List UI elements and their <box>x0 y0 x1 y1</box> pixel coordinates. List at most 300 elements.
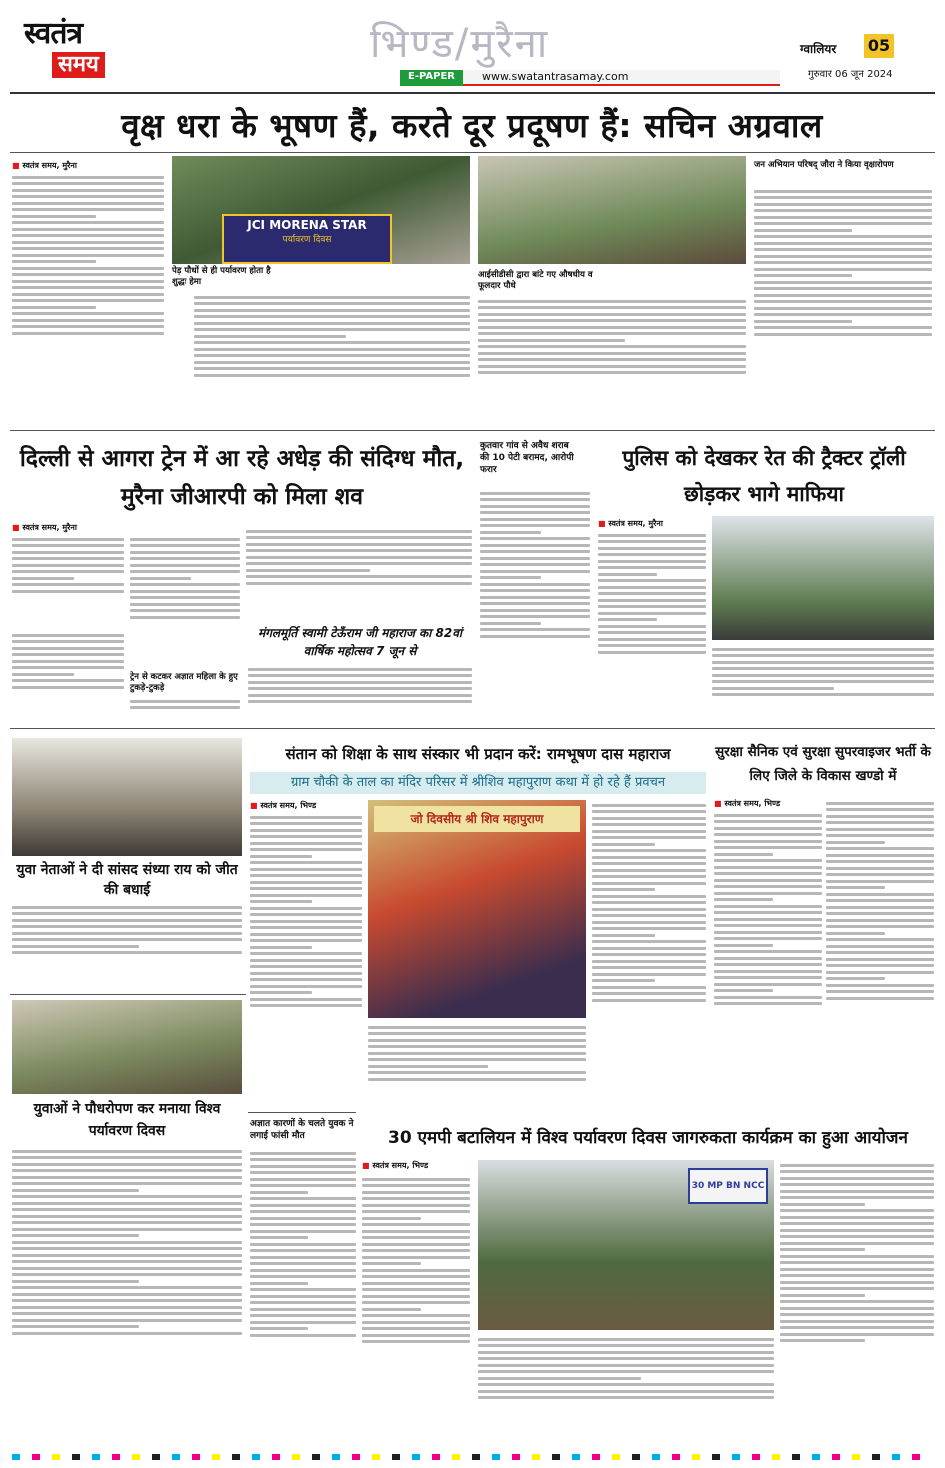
text-line <box>12 254 164 257</box>
text-line <box>250 965 362 968</box>
text-line <box>478 371 746 374</box>
text-line <box>598 638 706 641</box>
text-line <box>12 1189 139 1192</box>
text-line <box>592 901 706 904</box>
text-line <box>826 867 934 870</box>
text-block <box>250 1152 356 1337</box>
text-line <box>250 1210 356 1213</box>
text-line <box>368 1078 586 1081</box>
text-line <box>712 667 934 670</box>
color-swatch <box>232 1454 240 1460</box>
color-swatch <box>592 1454 600 1460</box>
text-line <box>250 881 362 884</box>
color-swatch <box>772 1454 780 1460</box>
text-line <box>362 1243 470 1246</box>
color-swatch <box>752 1454 760 1460</box>
text-line <box>598 625 706 628</box>
color-swatch <box>572 1454 580 1460</box>
color-swatch <box>132 1454 140 1460</box>
poster-title: जो दिवसीय श्री शिव महापुराण <box>374 806 580 832</box>
text-line <box>12 1234 139 1237</box>
text-line <box>826 906 934 909</box>
text-block <box>592 804 706 1002</box>
story6-photo <box>12 738 242 856</box>
lead-photo-1 <box>172 156 470 264</box>
text-line <box>592 992 706 995</box>
text-line <box>826 945 934 948</box>
text-line <box>250 1223 356 1226</box>
text-block <box>598 534 706 654</box>
text-line <box>780 1196 934 1199</box>
text-line <box>592 862 706 865</box>
text-line <box>598 644 706 647</box>
text-line <box>754 287 932 290</box>
color-swatch <box>152 1454 160 1460</box>
text-line <box>826 997 934 1000</box>
story7-text-col1 <box>250 812 362 1118</box>
text-line <box>248 687 472 690</box>
text-line <box>250 1165 356 1168</box>
text-line <box>12 679 124 682</box>
color-swatch <box>12 1454 20 1460</box>
story8-text-col1 <box>714 810 822 1110</box>
story2-text-col2b <box>130 696 240 724</box>
text-line <box>480 596 590 599</box>
color-swatch <box>672 1454 680 1460</box>
text-line <box>592 882 706 885</box>
text-line <box>480 511 590 514</box>
text-line <box>12 912 242 915</box>
text-line <box>826 802 934 805</box>
text-line <box>130 551 240 554</box>
text-line <box>12 1267 242 1270</box>
text-line <box>12 1260 242 1263</box>
text-line <box>250 1217 356 1220</box>
text-line <box>780 1183 934 1186</box>
text-line <box>780 1261 934 1264</box>
text-line <box>250 1236 308 1239</box>
text-line <box>12 577 74 580</box>
text-line <box>780 1307 934 1310</box>
text-line <box>12 267 164 270</box>
text-line <box>712 680 934 683</box>
text-line <box>780 1229 934 1232</box>
story2-headline: दिल्ली से आगरा ट्रेन में आ रहे अधेड़ की संदिग्ध मौत, मुरैना जीआरपी को मिला शव <box>19 446 465 510</box>
text-line <box>130 590 240 593</box>
color-swatch <box>872 1454 880 1460</box>
text-line <box>246 556 472 559</box>
color-swatch <box>832 1454 840 1460</box>
text-line <box>12 945 139 948</box>
text-line <box>250 998 362 1001</box>
text-block <box>480 492 590 638</box>
text-line <box>592 979 655 982</box>
text-line <box>780 1235 934 1238</box>
text-line <box>592 934 655 937</box>
text-line <box>592 940 706 943</box>
story4-text-col1 <box>598 530 706 724</box>
divider <box>10 152 935 153</box>
text-line <box>478 1351 774 1354</box>
text-line <box>250 1191 308 1194</box>
text-line <box>250 816 362 819</box>
text-line <box>368 1065 488 1068</box>
color-swatch <box>452 1454 460 1460</box>
text-line <box>12 215 96 218</box>
text-line <box>712 674 934 677</box>
text-line <box>194 367 470 370</box>
text-line <box>362 1210 470 1213</box>
text-line <box>250 1184 356 1187</box>
text-line <box>250 1334 356 1337</box>
story9-photo <box>12 1000 242 1094</box>
text-line <box>780 1313 934 1316</box>
text-line <box>592 921 706 924</box>
ncc-banner: 30 MP BN NCC <box>688 1168 768 1204</box>
text-line <box>780 1177 934 1180</box>
text-line <box>368 1052 586 1055</box>
text-line <box>250 1269 356 1272</box>
text-line <box>246 575 472 578</box>
text-line <box>826 932 885 935</box>
text-line <box>780 1170 934 1173</box>
text-line <box>478 1357 774 1360</box>
text-line <box>598 651 706 654</box>
text-line <box>12 583 124 586</box>
color-swatch <box>892 1454 900 1460</box>
text-line <box>826 977 885 980</box>
text-line <box>12 228 164 231</box>
text-line <box>592 810 706 813</box>
text-line <box>12 1254 242 1257</box>
text-line <box>714 820 822 823</box>
text-line <box>12 306 96 309</box>
color-swatch <box>412 1454 420 1460</box>
text-line <box>248 681 472 684</box>
text-line <box>250 1262 356 1265</box>
text-line <box>478 1370 774 1373</box>
text-line <box>250 926 362 929</box>
text-line <box>12 570 124 573</box>
text-line <box>714 976 822 979</box>
text-line <box>250 842 362 845</box>
text-line <box>592 888 655 891</box>
text-line <box>714 892 822 895</box>
text-line <box>250 835 362 838</box>
story2-subhead: ट्रेन से कटकर अज्ञात महिला के हुए टुकड़े-टुकड़े <box>130 672 238 693</box>
text-line <box>826 834 934 837</box>
lead-text-col3 <box>478 296 746 422</box>
color-swatch <box>172 1454 180 1460</box>
text-line <box>12 1169 242 1172</box>
text-line <box>250 933 362 936</box>
text-line <box>592 830 706 833</box>
text-line <box>12 1299 242 1302</box>
text-line <box>592 966 706 969</box>
text-line <box>826 990 934 993</box>
text-line <box>362 1308 421 1311</box>
text-line <box>12 247 164 250</box>
text-block <box>712 648 934 697</box>
issue-date: गुरुवार 06 जून 2024 <box>808 69 893 80</box>
text-line <box>598 605 706 608</box>
text-block <box>130 700 240 710</box>
text-line <box>12 666 124 669</box>
text-line <box>714 898 773 901</box>
text-line <box>250 894 362 897</box>
color-swatch <box>312 1454 320 1460</box>
story11-text-col3 <box>780 1160 934 1442</box>
color-swatch <box>812 1454 820 1460</box>
text-line <box>250 907 362 910</box>
text-line <box>780 1222 934 1225</box>
text-line <box>478 1338 774 1341</box>
story11-text-col2 <box>478 1334 774 1442</box>
text-line <box>598 618 657 621</box>
text-line <box>12 551 124 554</box>
color-swatch <box>272 1454 280 1460</box>
text-line <box>780 1320 934 1323</box>
lead-photo2-caption: आईसीडीसी द्वारा बांटे गए औषधीय व फूलदार पौधे <box>478 270 593 291</box>
text-line <box>12 557 124 560</box>
text-line <box>754 300 932 303</box>
story10-headline: अज्ञात कारणों के चलते युवक ने लगाई फांसी मौत <box>250 1119 354 1141</box>
text-line <box>12 189 164 192</box>
text-line <box>598 592 706 595</box>
text-line <box>12 1221 242 1224</box>
text-block <box>248 668 472 704</box>
text-line <box>780 1339 865 1342</box>
story7-strip: ग्राम चौकी के ताल का मंदिर परिसर में श्रीशिव महापुराण कथा में हो रहे हैं प्रवचन <box>250 772 706 794</box>
text-line <box>130 706 240 709</box>
story7-text-col3 <box>592 800 706 1118</box>
text-line <box>12 1280 139 1283</box>
text-line <box>780 1255 934 1258</box>
text-line <box>478 339 625 342</box>
text-line <box>12 925 242 928</box>
text-line <box>826 815 934 818</box>
text-line <box>194 322 470 325</box>
text-line <box>754 235 932 238</box>
color-swatch <box>112 1454 120 1460</box>
site-url[interactable]: www.swatantrasamay.com <box>482 70 629 83</box>
text-line <box>362 1295 470 1298</box>
color-swatch <box>552 1454 560 1460</box>
text-line <box>130 609 240 612</box>
text-line <box>12 919 242 922</box>
text-line <box>480 531 541 534</box>
jci-banner <box>222 214 392 264</box>
color-swatch <box>472 1454 480 1460</box>
text-line <box>250 991 312 994</box>
text-line <box>478 319 746 322</box>
lead-text-col1 <box>12 172 164 422</box>
text-line <box>592 927 706 930</box>
text-line <box>362 1256 470 1259</box>
lead-side-subhead: जन अभियान परिषद् जौरा ने किया वृक्षारोपण <box>754 160 894 170</box>
text-line <box>362 1275 470 1278</box>
text-line <box>780 1300 934 1303</box>
text-line <box>362 1262 421 1265</box>
text-line <box>478 326 746 329</box>
text-line <box>826 873 934 876</box>
text-line <box>12 1319 242 1322</box>
text-line <box>12 640 124 643</box>
text-line <box>826 984 934 987</box>
text-line <box>714 872 822 875</box>
text-line <box>12 1215 242 1218</box>
story6-text <box>12 902 242 988</box>
text-block <box>12 634 124 689</box>
text-line <box>714 931 822 934</box>
text-line <box>362 1334 470 1337</box>
logo-line1: स्वतंत्र <box>24 16 83 51</box>
text-line <box>826 808 934 811</box>
city-name: ग्वालियर <box>800 42 837 56</box>
color-swatch <box>732 1454 740 1460</box>
story7-byline: ■ स्वतंत्र समय, भिण्ड <box>250 800 316 811</box>
text-line <box>368 1026 586 1029</box>
story7-headline: संतान को शिक्षा के साथ संस्कार भी प्रदान करें: रामभूषण दास महाराज <box>285 745 671 763</box>
text-line <box>480 498 590 501</box>
text-line <box>12 653 124 656</box>
text-line <box>592 836 706 839</box>
text-line <box>754 248 932 251</box>
text-line <box>250 1282 308 1285</box>
text-line <box>714 996 822 999</box>
text-line <box>12 1286 242 1289</box>
text-line <box>248 674 472 677</box>
text-line <box>826 899 934 902</box>
text-line <box>250 1321 356 1324</box>
text-block <box>12 906 242 955</box>
text-line <box>12 951 242 954</box>
text-line <box>754 313 932 316</box>
text-line <box>362 1191 470 1194</box>
text-line <box>12 195 164 198</box>
story5-text <box>248 664 472 724</box>
text-line <box>12 221 164 224</box>
text-line <box>250 887 362 890</box>
text-line <box>480 583 590 586</box>
story2-text-col3 <box>246 526 472 618</box>
text-line <box>250 1158 356 1161</box>
text-line <box>362 1340 470 1343</box>
text-line <box>12 325 164 328</box>
text-block <box>246 530 472 585</box>
text-line <box>368 1071 586 1074</box>
text-line <box>12 932 242 935</box>
text-line <box>480 602 590 605</box>
story5-headline: मंगलमूर्ति स्वामी टेऊँराम जी महाराज का 82वां वार्षिक महोत्सव 7 जून से <box>257 626 463 658</box>
text-line <box>12 260 96 263</box>
text-line <box>246 543 472 546</box>
text-line <box>714 963 822 966</box>
text-line <box>592 875 706 878</box>
color-swatch <box>212 1454 220 1460</box>
text-line <box>826 860 934 863</box>
text-line <box>714 924 822 927</box>
text-line <box>780 1209 934 1212</box>
text-line <box>12 1306 242 1309</box>
color-swatch <box>392 1454 400 1460</box>
text-line <box>712 693 934 696</box>
text-line <box>12 1163 242 1166</box>
text-line <box>250 1178 356 1181</box>
text-line <box>480 518 590 521</box>
epaper-tag: E-PAPER <box>400 70 463 86</box>
text-line <box>246 582 472 585</box>
text-line <box>780 1274 934 1277</box>
text-line <box>250 1004 362 1007</box>
text-line <box>250 1230 356 1233</box>
text-line <box>130 583 240 586</box>
color-swatch <box>492 1454 500 1460</box>
text-line <box>712 648 934 651</box>
story2-byline: ■ स्वतंत्र समय, मुरैना <box>12 522 77 533</box>
text-line <box>592 947 706 950</box>
text-line <box>12 208 164 211</box>
text-line <box>480 635 590 638</box>
text-line <box>592 895 706 898</box>
text-line <box>592 856 706 859</box>
text-line <box>826 958 934 961</box>
text-line <box>754 320 852 323</box>
text-line <box>12 1176 242 1179</box>
text-line <box>826 841 885 844</box>
text-line <box>362 1184 470 1187</box>
text-line <box>714 840 822 843</box>
text-line <box>12 1150 242 1153</box>
color-swatch <box>432 1454 440 1460</box>
text-line <box>362 1321 470 1324</box>
text-line <box>480 492 590 495</box>
text-line <box>754 274 852 277</box>
text-line <box>478 1390 774 1393</box>
story7-poster <box>368 800 586 1018</box>
text-line <box>12 660 124 663</box>
text-line <box>362 1230 470 1233</box>
text-line <box>130 596 240 599</box>
text-line <box>250 900 312 903</box>
text-line <box>12 686 124 689</box>
text-line <box>246 569 370 572</box>
text-line <box>754 307 932 310</box>
text-line <box>250 861 362 864</box>
story2-text-col1 <box>12 534 124 628</box>
text-line <box>250 868 362 871</box>
text-line <box>362 1178 470 1181</box>
text-line <box>714 859 822 862</box>
text-line <box>712 654 934 657</box>
text-line <box>592 817 706 820</box>
color-swatch <box>192 1454 200 1460</box>
text-line <box>362 1314 470 1317</box>
text-line <box>480 557 590 560</box>
text-line <box>12 1293 242 1296</box>
text-line <box>246 549 472 552</box>
story3-headline: कुतवार गांव से अवैध शराब की 10 पेटी बरामद, आरोपी फरार <box>480 441 574 475</box>
text-line <box>780 1190 934 1193</box>
text-line <box>480 609 590 612</box>
text-line <box>480 537 590 540</box>
story4-headline: पुलिस को देखकर रेत की ट्रैक्टर ट्रॉली छोड़कर भागे माफिया <box>622 446 906 506</box>
text-line <box>826 886 885 889</box>
text-line <box>478 1396 774 1399</box>
text-line <box>12 544 124 547</box>
text-line <box>250 1249 356 1252</box>
page-number: 05 <box>864 34 894 58</box>
